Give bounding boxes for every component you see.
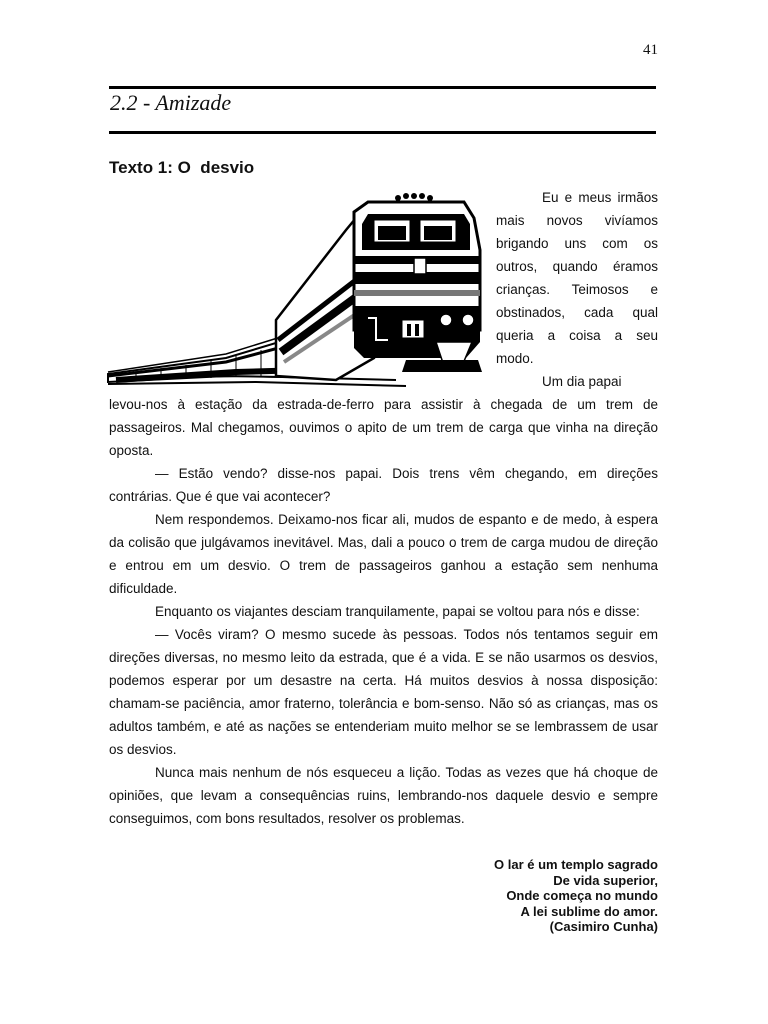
closing-poem	[400, 857, 658, 935]
poem-line: Onde começa no mundo	[506, 888, 658, 903]
paragraph: Nem respondemos. Deixamo-nos ficar ali, mudos de espanto e de medo, à espera da colisão que julgávamos inevitável. Mas, dali a pouco o trem de carga mudou de direção e entrou em um desvio. O trem de passageiros ganhou a estação sem nenhuma dificuldade.	[109, 512, 658, 596]
paragraph: Um dia papai	[542, 374, 622, 389]
paragraph: Nunca mais nenhum de nós esqueceu a lição. Todas as vezes que há choque de opiniões, que levam a consequências ruins, lembrando-nos daquele desvio e sempre conseguimos, com bons resultados, resolver os problemas.	[109, 765, 658, 826]
page-number: 41	[643, 42, 658, 58]
paragraph: levou-nos à estação da estrada-de-ferro para assistir à chegada de um trem de passageiros. Mal chegamos, ouvimos o apito de um trem de carga que vinha na direção oposta.	[109, 397, 658, 458]
title-rule-top	[109, 86, 656, 89]
section-title: 2.2 - Amizade	[110, 90, 232, 115]
paragraph: Enquanto os viajantes desciam tranquilamente, papai se voltou para nós e disse:	[155, 604, 640, 619]
intro-paragraphs	[496, 186, 658, 393]
poem-line: O lar é um templo sagrado	[494, 857, 658, 872]
poem-author: (Casimiro Cunha)	[549, 919, 658, 934]
story-body	[109, 393, 658, 830]
paragraph: — Estão vendo? disse-nos papai. Dois trens vêm chegando, em direções contrárias. Que é que vai acontecer?	[109, 466, 658, 504]
locomotive-icon	[106, 190, 486, 390]
poem-line: De vida superior,	[553, 872, 658, 888]
paragraph: — Vocês viram? O mesmo sucede às pessoas. Todos nós tentamos seguir em direções diversas, no mesmo leito da estrada, que é a vida. E se não usarmos os desvios, podemos esperar por um desastre na certa. Há muitos desvios à nossa disposição: chamam-se paciência, amor fraterno, tolerância e bom-senso. Não só as crianças, mas os adultos também, e até as nações se entenderiam muito melhor se se lembrassem de usar os desvios.	[109, 627, 658, 757]
paragraph: Eu e meus irmãos mais novos vivíamos brigando uns com os outros, quando éramos crianças. Teimosos e obstinados, cada qual queria a coisa a seu modo.	[496, 190, 658, 366]
title-rule-bottom	[109, 131, 656, 134]
text-title: Texto 1: O desvio	[109, 158, 255, 177]
poem-line: A lei sublime do amor.	[520, 903, 658, 919]
